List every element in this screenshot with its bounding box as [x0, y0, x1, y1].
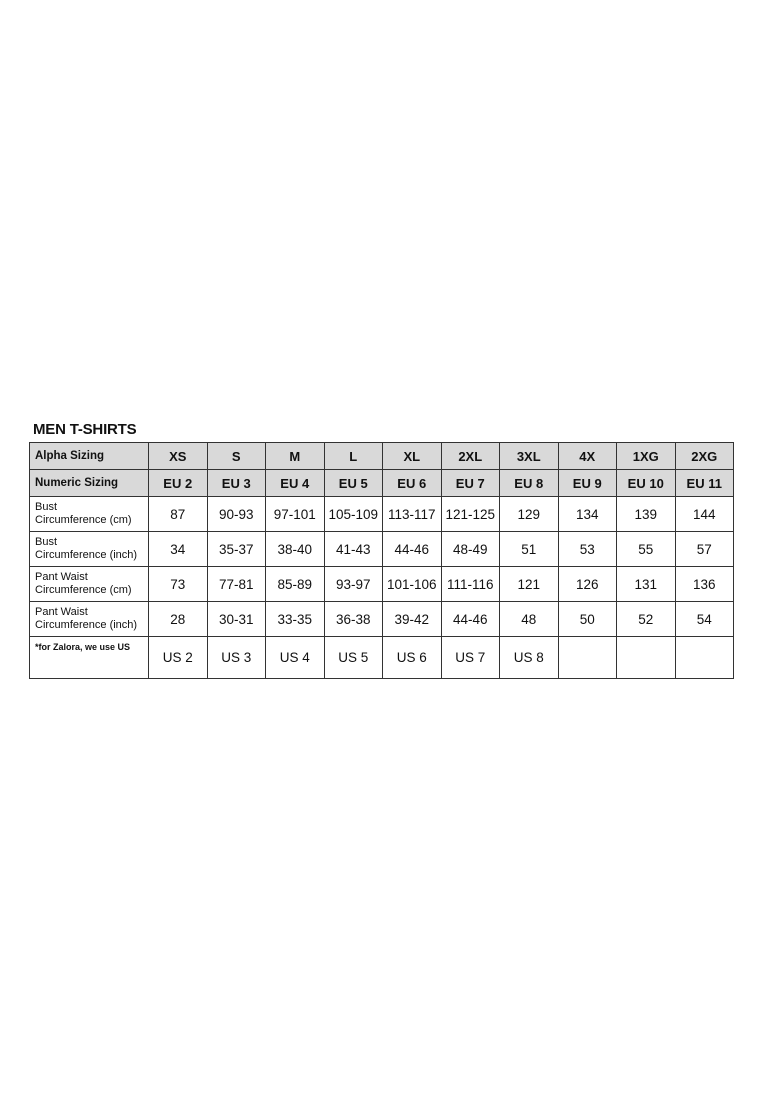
table-cell: 87 [149, 497, 208, 532]
row-label-line: *for Zalora, we use US [35, 642, 131, 652]
table-cell: L [324, 443, 383, 470]
table-cell: EU 3 [207, 470, 266, 497]
row-label [30, 497, 149, 532]
table-cell: 55 [617, 532, 676, 567]
table-cell: 44-46 [383, 532, 442, 567]
size-table-body [30, 443, 734, 679]
table-cell: 136 [675, 567, 734, 602]
table-cell: 34 [149, 532, 208, 567]
table-cell: 35-37 [207, 532, 266, 567]
row-label-line: Bust [35, 536, 58, 548]
table-cell: 126 [558, 567, 617, 602]
table-cell: 48-49 [441, 532, 500, 567]
table-cell: US 7 [441, 637, 500, 679]
row-label [30, 637, 149, 679]
row-label-line: Pant Waist [35, 606, 88, 618]
table-cell: 44-46 [441, 602, 500, 637]
table-cell: 51 [500, 532, 559, 567]
table-cell: EU 8 [500, 470, 559, 497]
table-cell: 2XG [675, 443, 734, 470]
table-cell: 113-117 [383, 497, 442, 532]
table-cell: 39-42 [383, 602, 442, 637]
table-cell: 111-116 [441, 567, 500, 602]
table-cell: 85-89 [266, 567, 325, 602]
row-label-line: Circumference (cm) [35, 584, 132, 596]
table-cell: US 2 [149, 637, 208, 679]
table-cell: EU 6 [383, 470, 442, 497]
row-label-line: Circumference (cm) [35, 514, 132, 526]
table-cell: 38-40 [266, 532, 325, 567]
table-cell: 90-93 [207, 497, 266, 532]
table-cell: EU 11 [675, 470, 734, 497]
table-cell: 93-97 [324, 567, 383, 602]
table-cell: 129 [500, 497, 559, 532]
table-row-pant-waist-cm [30, 567, 734, 602]
row-label [30, 470, 149, 497]
table-cell: 41-43 [324, 532, 383, 567]
table-cell: US 5 [324, 637, 383, 679]
table-cell: 121 [500, 567, 559, 602]
table-cell [675, 637, 734, 679]
table-cell: 52 [617, 602, 676, 637]
table-cell: 30-31 [207, 602, 266, 637]
table-cell: 105-109 [324, 497, 383, 532]
table-row-alpha-sizing [30, 443, 734, 470]
table-cell: 48 [500, 602, 559, 637]
table-cell: 134 [558, 497, 617, 532]
table-cell: 77-81 [207, 567, 266, 602]
row-label [30, 602, 149, 637]
row-label [30, 532, 149, 567]
table-cell: 50 [558, 602, 617, 637]
table-cell: EU 4 [266, 470, 325, 497]
row-label-line: Pant Waist [35, 571, 88, 583]
table-cell: 36-38 [324, 602, 383, 637]
table-cell: 139 [617, 497, 676, 532]
table-cell: 4X [558, 443, 617, 470]
table-cell: 28 [149, 602, 208, 637]
table-cell: EU 10 [617, 470, 676, 497]
row-label-line: Circumference (inch) [35, 619, 138, 631]
table-cell: 73 [149, 567, 208, 602]
row-label [30, 443, 149, 470]
table-cell [558, 637, 617, 679]
table-cell: EU 9 [558, 470, 617, 497]
table-cell: 57 [675, 532, 734, 567]
table-cell: EU 5 [324, 470, 383, 497]
table-cell: S [207, 443, 266, 470]
table-cell: M [266, 443, 325, 470]
table-cell: EU 2 [149, 470, 208, 497]
table-row-bust-inch [30, 532, 734, 567]
table-cell: 121-125 [441, 497, 500, 532]
table-cell: US 6 [383, 637, 442, 679]
table-cell: 33-35 [266, 602, 325, 637]
table-cell: 53 [558, 532, 617, 567]
table-row-numeric-sizing [30, 470, 734, 497]
table-cell: 54 [675, 602, 734, 637]
table-row-pant-waist-inch [30, 602, 734, 637]
row-label-line: Bust [35, 501, 58, 513]
table-cell: XS [149, 443, 208, 470]
chart-title: MEN T-SHIRTS [33, 421, 137, 438]
table-cell: US 3 [207, 637, 266, 679]
row-label-line: Circumference (inch) [35, 549, 138, 561]
table-row-us-sizing [30, 637, 734, 679]
size-table [29, 442, 734, 679]
row-label [30, 567, 149, 602]
table-cell: 131 [617, 567, 676, 602]
table-cell: 3XL [500, 443, 559, 470]
row-label-line: Numeric Sizing [35, 476, 119, 489]
table-cell: 144 [675, 497, 734, 532]
table-cell [617, 637, 676, 679]
table-cell: US 8 [500, 637, 559, 679]
table-cell: US 4 [266, 637, 325, 679]
row-label-line: Alpha Sizing [35, 449, 104, 462]
table-cell: 101-106 [383, 567, 442, 602]
table-cell: EU 7 [441, 470, 500, 497]
table-cell: 2XL [441, 443, 500, 470]
table-cell: XL [383, 443, 442, 470]
table-cell: 1XG [617, 443, 676, 470]
size-chart [29, 418, 734, 679]
table-cell: 97-101 [266, 497, 325, 532]
table-row-bust-cm [30, 497, 734, 532]
